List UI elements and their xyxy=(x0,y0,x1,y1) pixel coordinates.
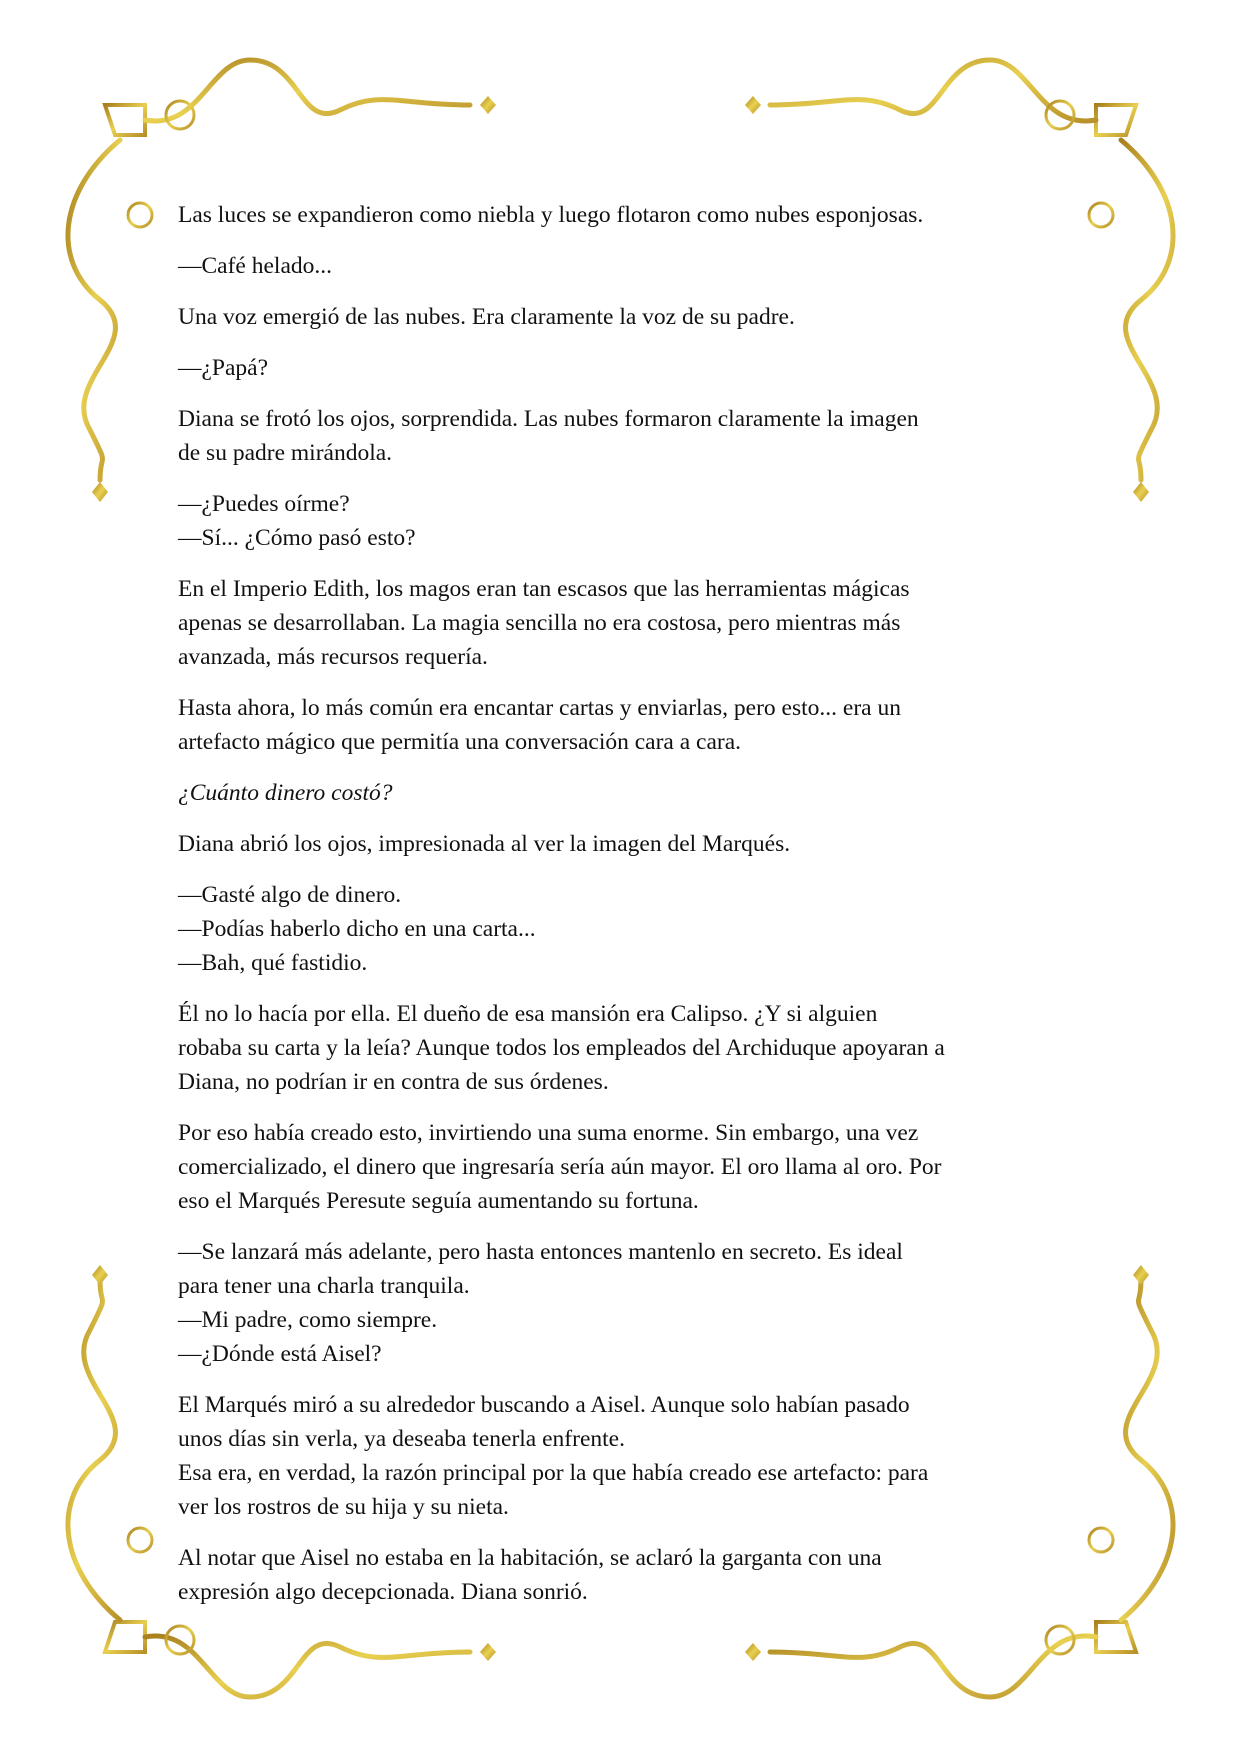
paragraph xyxy=(178,1388,1083,1524)
text-line: —¿Papá? xyxy=(178,355,269,381)
text-line: Hasta ahora, lo más común era encantar cartas y enviarlas, pero esto... era un xyxy=(178,695,901,721)
text-line: para tener una charla tranquila. xyxy=(178,1273,470,1299)
text-line: En el Imperio Edith, los magos eran tan escasos que las herramientas mágicas xyxy=(178,576,910,602)
text-line: ¿Cuánto dinero costó? xyxy=(178,780,393,806)
text-line: avanzada, más recursos requería. xyxy=(178,644,488,670)
text-line: —Gasté algo de dinero. xyxy=(178,882,402,908)
paragraph xyxy=(178,997,1083,1099)
paragraph xyxy=(178,776,1083,810)
text-line: Por eso había creado esto, invirtiendo una suma enorme. Sin embargo, una vez xyxy=(178,1120,919,1146)
text-line: Diana abrió los ojos, impresionada al ver la imagen del Marqués. xyxy=(178,831,791,857)
text-line: Diana, no podrían ir en contra de sus órdenes. xyxy=(178,1069,609,1095)
text-line: comercializado, el dinero que ingresaría sería aún mayor. El oro llama al oro. Por xyxy=(178,1154,942,1180)
text-line: unos días sin verla, ya deseaba tenerla enfrente. xyxy=(178,1426,625,1452)
paragraph xyxy=(178,402,1083,470)
paragraph xyxy=(178,249,1083,283)
text-line: artefacto mágico que permitía una conversación cara a cara. xyxy=(178,729,742,755)
text-line: Diana se frotó los ojos, sorprendida. Las nubes formaron claramente la imagen xyxy=(178,406,919,432)
text-line: —Bah, qué fastidio. xyxy=(178,950,368,976)
paragraph xyxy=(178,198,1083,232)
text-line: —¿Puedes oírme? xyxy=(178,491,350,517)
paragraph xyxy=(178,300,1083,334)
text-line: Esa era, en verdad, la razón principal por la que había creado ese artefacto: para xyxy=(178,1460,929,1486)
text-line: expresión algo decepcionada. Diana sonrió. xyxy=(178,1579,588,1605)
text-line: Las luces se expandieron como niebla y luego flotaron como nubes esponjosas. xyxy=(178,202,924,228)
text-line: ver los rostros de su hija y su nieta. xyxy=(178,1494,509,1520)
document-body xyxy=(178,198,1083,1626)
paragraph xyxy=(178,878,1083,980)
paragraph xyxy=(178,572,1083,674)
text-line: Una voz emergió de las nubes. Era claramente la voz de su padre. xyxy=(178,304,795,330)
text-line: El Marqués miró a su alrededor buscando a Aisel. Aunque solo habían pasado xyxy=(178,1392,910,1418)
text-line: de su padre mirándola. xyxy=(178,440,393,466)
paragraph xyxy=(178,827,1083,861)
text-line: robaba su carta y la leía? Aunque todos los empleados del Archiduque apoyaran a xyxy=(178,1035,945,1061)
paragraph xyxy=(178,351,1083,385)
paragraph xyxy=(178,1541,1083,1609)
paragraph xyxy=(178,1116,1083,1218)
text-line: eso el Marqués Peresute seguía aumentando su fortuna. xyxy=(178,1188,699,1214)
text-line: Él no lo hacía por ella. El dueño de esa mansión era Calipso. ¿Y si alguien xyxy=(178,1001,878,1027)
text-line: apenas se desarrollaban. La magia sencilla no era costosa, pero mientras más xyxy=(178,610,901,636)
text-line: —Se lanzará más adelante, pero hasta entonces mantenlo en secreto. Es ideal xyxy=(178,1239,903,1265)
text-line: —Sí... ¿Cómo pasó esto? xyxy=(178,525,416,551)
paragraph xyxy=(178,691,1083,759)
paragraph xyxy=(178,1235,1083,1371)
text-line: —Mi padre, como siempre. xyxy=(178,1307,438,1333)
paragraph xyxy=(178,487,1083,555)
text-line: —Café helado... xyxy=(178,253,333,279)
text-line: —Podías haberlo dicho en una carta... xyxy=(178,916,536,942)
text-line: Al notar que Aisel no estaba en la habitación, se aclaró la garganta con una xyxy=(178,1545,882,1571)
text-line: —¿Dónde está Aisel? xyxy=(178,1341,382,1367)
